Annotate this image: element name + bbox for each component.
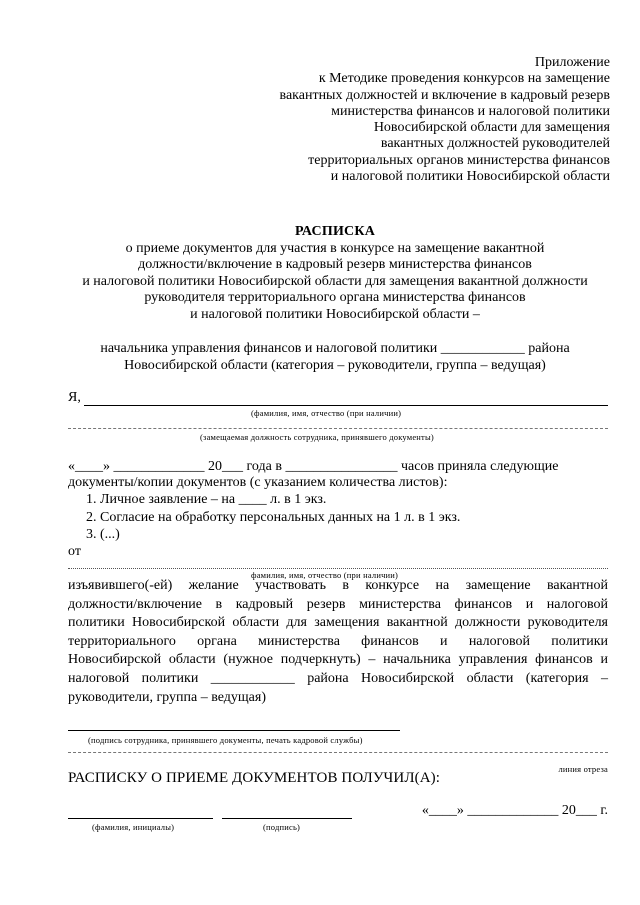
documents-line: документы/копии документов (с указанием количества листов): xyxy=(68,475,448,490)
body-line: руководители, группа – ведущая) xyxy=(68,689,266,705)
appendix-line: Новосибирской области для замещения xyxy=(373,120,610,136)
position-line: Новосибирской области (категория – руководители, группа – ведущая) xyxy=(124,357,546,373)
from-label: от xyxy=(68,544,81,559)
ya-label: Я, xyxy=(68,390,81,405)
appendix-line: вакантных должностей руководителей xyxy=(380,136,610,152)
appendix-line: вакантных должностей и включение в кадровый резерв xyxy=(279,87,610,103)
position-block xyxy=(60,341,610,374)
receipt-sign-underline[interactable] xyxy=(222,818,352,819)
subtitle-line: и налоговой политики Новосибирской области для замещения вакантной должности xyxy=(82,273,588,289)
document-title-block xyxy=(60,224,610,323)
receipt-sign-caption: (подпись) xyxy=(263,822,301,832)
document-title: РАСПИСКА xyxy=(294,224,376,239)
subtitle-line: должности/включение в кадровый резерв министерства финансов xyxy=(138,257,532,272)
document-item-2: 2. Согласие на обработку персональных данных на 1 л. в 1 экз. xyxy=(86,510,461,525)
position-underline[interactable] xyxy=(68,428,608,429)
document-item-3: 3. (...) xyxy=(86,527,120,542)
body-line: должности/включение в кадровый резерв министерства финансов и налоговой xyxy=(68,596,608,612)
body-line: территориального органа министерства финансов и налоговой политики xyxy=(68,633,608,649)
appendix-line: Приложение xyxy=(534,55,610,70)
fio-underline[interactable] xyxy=(84,405,608,406)
applicant-underline[interactable] xyxy=(68,568,608,569)
date-line: «____» _____________ 20___ года в ________________ часов приняла следующие xyxy=(68,459,559,474)
appendix-line: и налоговой политики Новосибирской области xyxy=(330,169,610,185)
position-line: начальника управления финансов и налоговой политики ____________ района xyxy=(100,341,570,356)
subtitle-line: и налоговой политики Новосибирской области – xyxy=(190,306,480,322)
signature-caption: (подпись сотрудника, принявшего документы, печать кадровой службы) xyxy=(88,735,363,745)
cut-line-label: линия отреза xyxy=(558,764,608,774)
subtitle-line: о приеме документов для участия в конкурсе на замещение вакантной xyxy=(125,240,545,256)
body-line: налоговой политики ____________ района Новосибирской области (категория – xyxy=(68,670,608,686)
receipt-fio-caption: (фамилия, инициалы) xyxy=(92,822,175,832)
cut-line xyxy=(68,752,608,753)
body-line: Новосибирской области (нужное подчеркнуть) – начальника управления финансов и xyxy=(68,652,608,668)
position-caption: (замещаемая должность сотрудника, принявшего документы) xyxy=(200,432,434,442)
signature-underline[interactable] xyxy=(68,730,400,731)
body-line: изъявившего(-ей) желание участвовать в конкурсе на замещение вакантной xyxy=(68,578,608,593)
receipt-fio-underline[interactable] xyxy=(68,818,213,819)
appendix-header xyxy=(280,55,610,185)
body-paragraph xyxy=(68,577,608,707)
body-line: политики Новосибирской области для замещения вакантной должности руководителя xyxy=(68,615,608,631)
fio-caption: (фамилия, имя, отчество (при наличии) xyxy=(251,408,402,418)
receipt-heading: РАСПИСКУ О ПРИЕМЕ ДОКУМЕНТОВ ПОЛУЧИЛ(А): xyxy=(68,770,440,786)
appendix-line: министерства финансов и налоговой политики xyxy=(331,103,610,119)
appendix-line: к Методике проведения конкурсов на замещение xyxy=(318,71,610,87)
applicant-caption: фамилия, имя, отчество (при наличии) xyxy=(251,570,399,580)
appendix-line: территориальных органов министерства финансов xyxy=(308,152,610,168)
document-item-1: 1. Личное заявление – на ____ л. в 1 экз. xyxy=(86,492,327,507)
receipt-date[interactable]: «____» _____________ 20___ г. xyxy=(421,803,608,818)
subtitle-line: руководителя территориального органа министерства финансов xyxy=(144,290,526,305)
